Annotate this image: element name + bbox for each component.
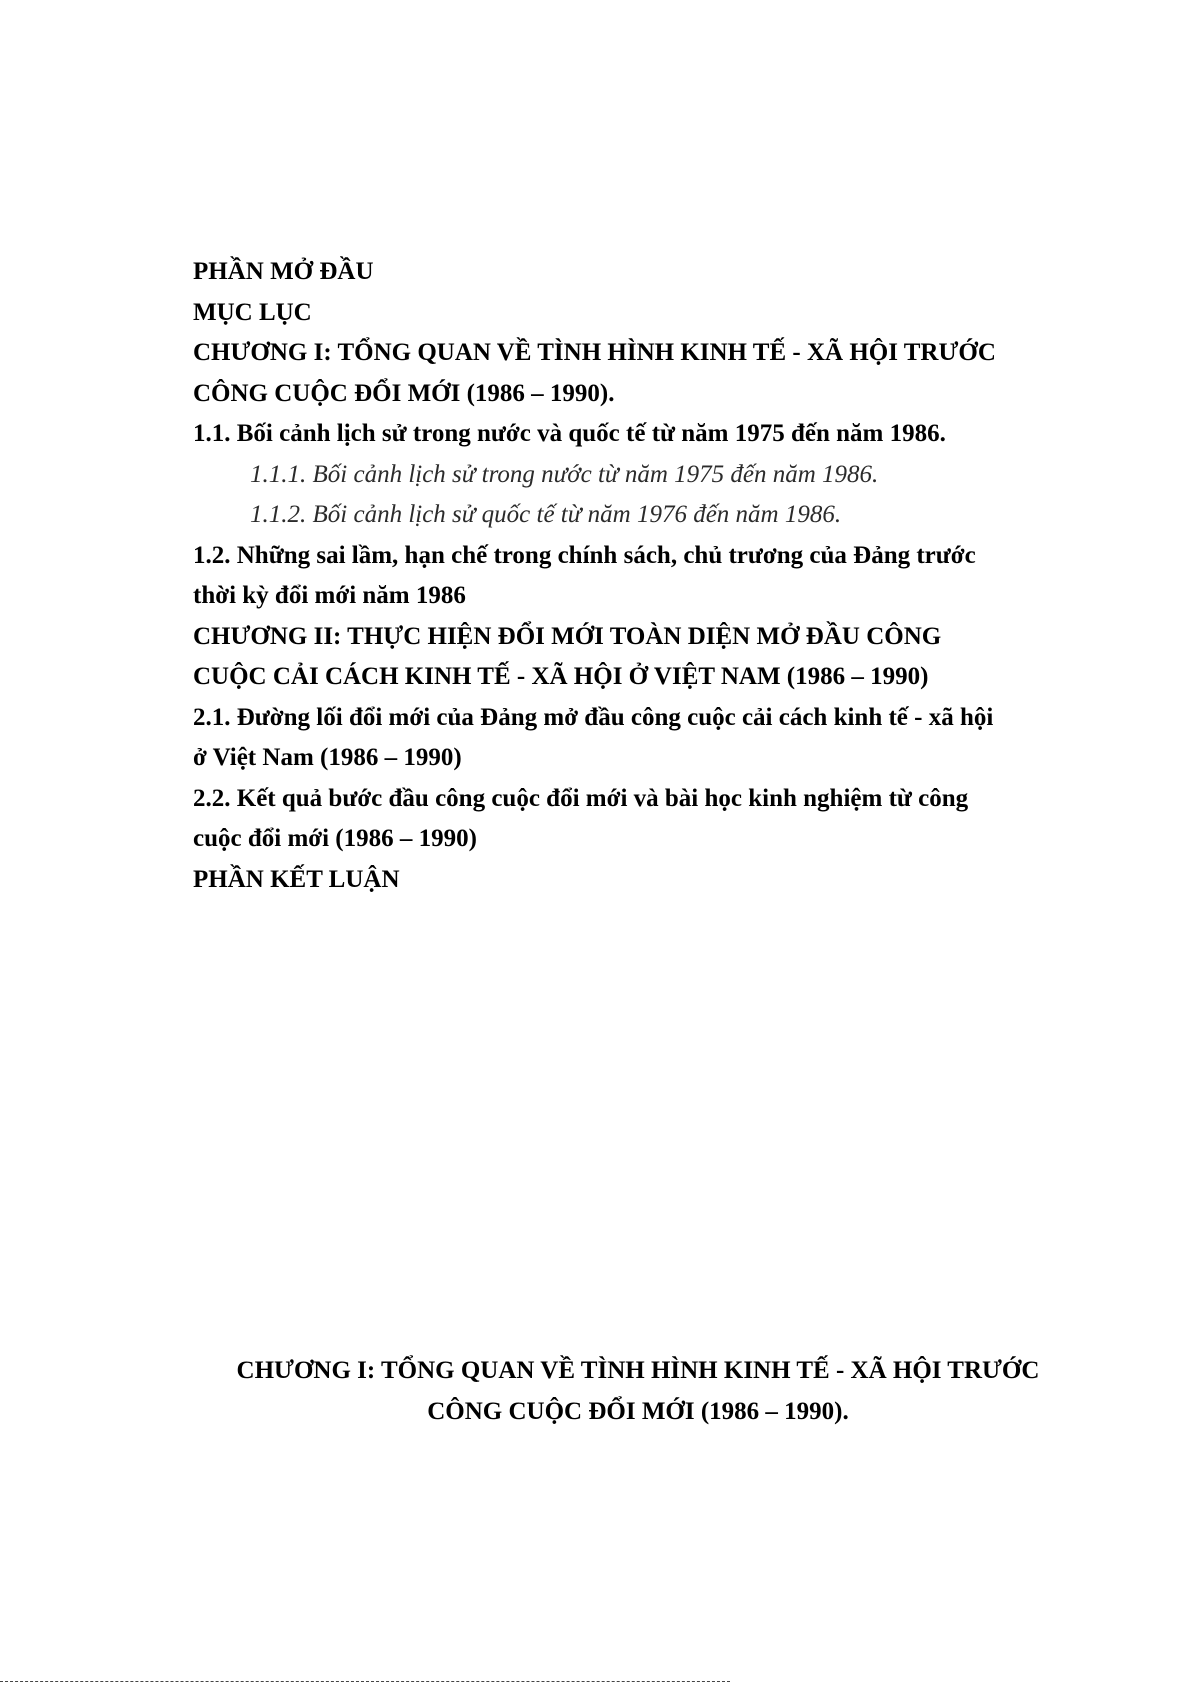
toc-item-1-1-2: 1.1.2. Bối cảnh lịch sử quốc tế từ năm 1976 đến năm 1986.	[250, 501, 842, 528]
toc-item-chuong-2-line2: CUỘC CẢI CÁCH KINH TẾ - XÃ HỘI Ở VIỆT NAM (1986 – 1990)	[193, 663, 929, 690]
toc-item-1-1-1: 1.1.1. Bối cảnh lịch sử trong nước từ năm 1975 đến năm 1986.	[250, 460, 879, 488]
toc-item-phan-mo-dau: PHẦN MỞ ĐẦU	[193, 258, 374, 285]
table-of-contents	[193, 252, 1093, 900]
toc-item-2-2-line1: 2.2. Kết quả bước đầu công cuộc đổi mới và bài học kinh nghiệm từ công	[193, 784, 969, 812]
toc-item-chuong-2-line1: CHƯƠNG II: THỰC HIỆN ĐỔI MỚI TOÀN DIỆN MỞ ĐẦU CÔNG	[193, 622, 942, 650]
chapter-heading-line1: CHƯƠNG I: TỔNG QUAN VỀ TÌNH HÌNH KINH TẾ - XÃ HỘI TRƯỚC	[236, 1357, 1040, 1384]
toc-item-chuong-1-line1: CHƯƠNG I: TỔNG QUAN VỀ TÌNH HÌNH KINH TẾ - XÃ HỘI TRƯỚC	[193, 339, 996, 366]
toc-item-phan-ket-luan: PHẦN KẾT LUẬN	[193, 865, 400, 893]
toc-item-1-2-line1: 1.2. Những sai lầm, hạn chế trong chính sách, chủ trương của Đảng trước	[193, 541, 976, 569]
toc-item-2-1-line1: 2.1. Đường lối đổi mới của Đảng mở đầu công cuộc cải cách kinh tế - xã hội	[193, 703, 994, 731]
toc-item-2-2-line2: cuộc đổi mới (1986 – 1990)	[193, 825, 477, 852]
chapter-heading-line2: CÔNG CUỘC ĐỔI MỚI (1986 – 1990).	[427, 1397, 849, 1425]
chapter-1-heading	[190, 1351, 1086, 1432]
page-bottom-divider	[0, 1681, 730, 1682]
toc-item-1-1: 1.1. Bối cảnh lịch sử trong nước và quốc tế từ năm 1975 đến năm 1986.	[193, 420, 946, 447]
toc-item-chuong-1-line2: CÔNG CUỘC ĐỔI MỚI (1986 – 1990).	[193, 379, 615, 407]
toc-item-muc-luc: MỤC LỤC	[193, 298, 312, 326]
toc-item-1-2-line2: thời kỳ đổi mới năm 1986	[193, 582, 466, 609]
toc-item-2-1-line2: ở Việt Nam (1986 – 1990)	[193, 744, 462, 771]
